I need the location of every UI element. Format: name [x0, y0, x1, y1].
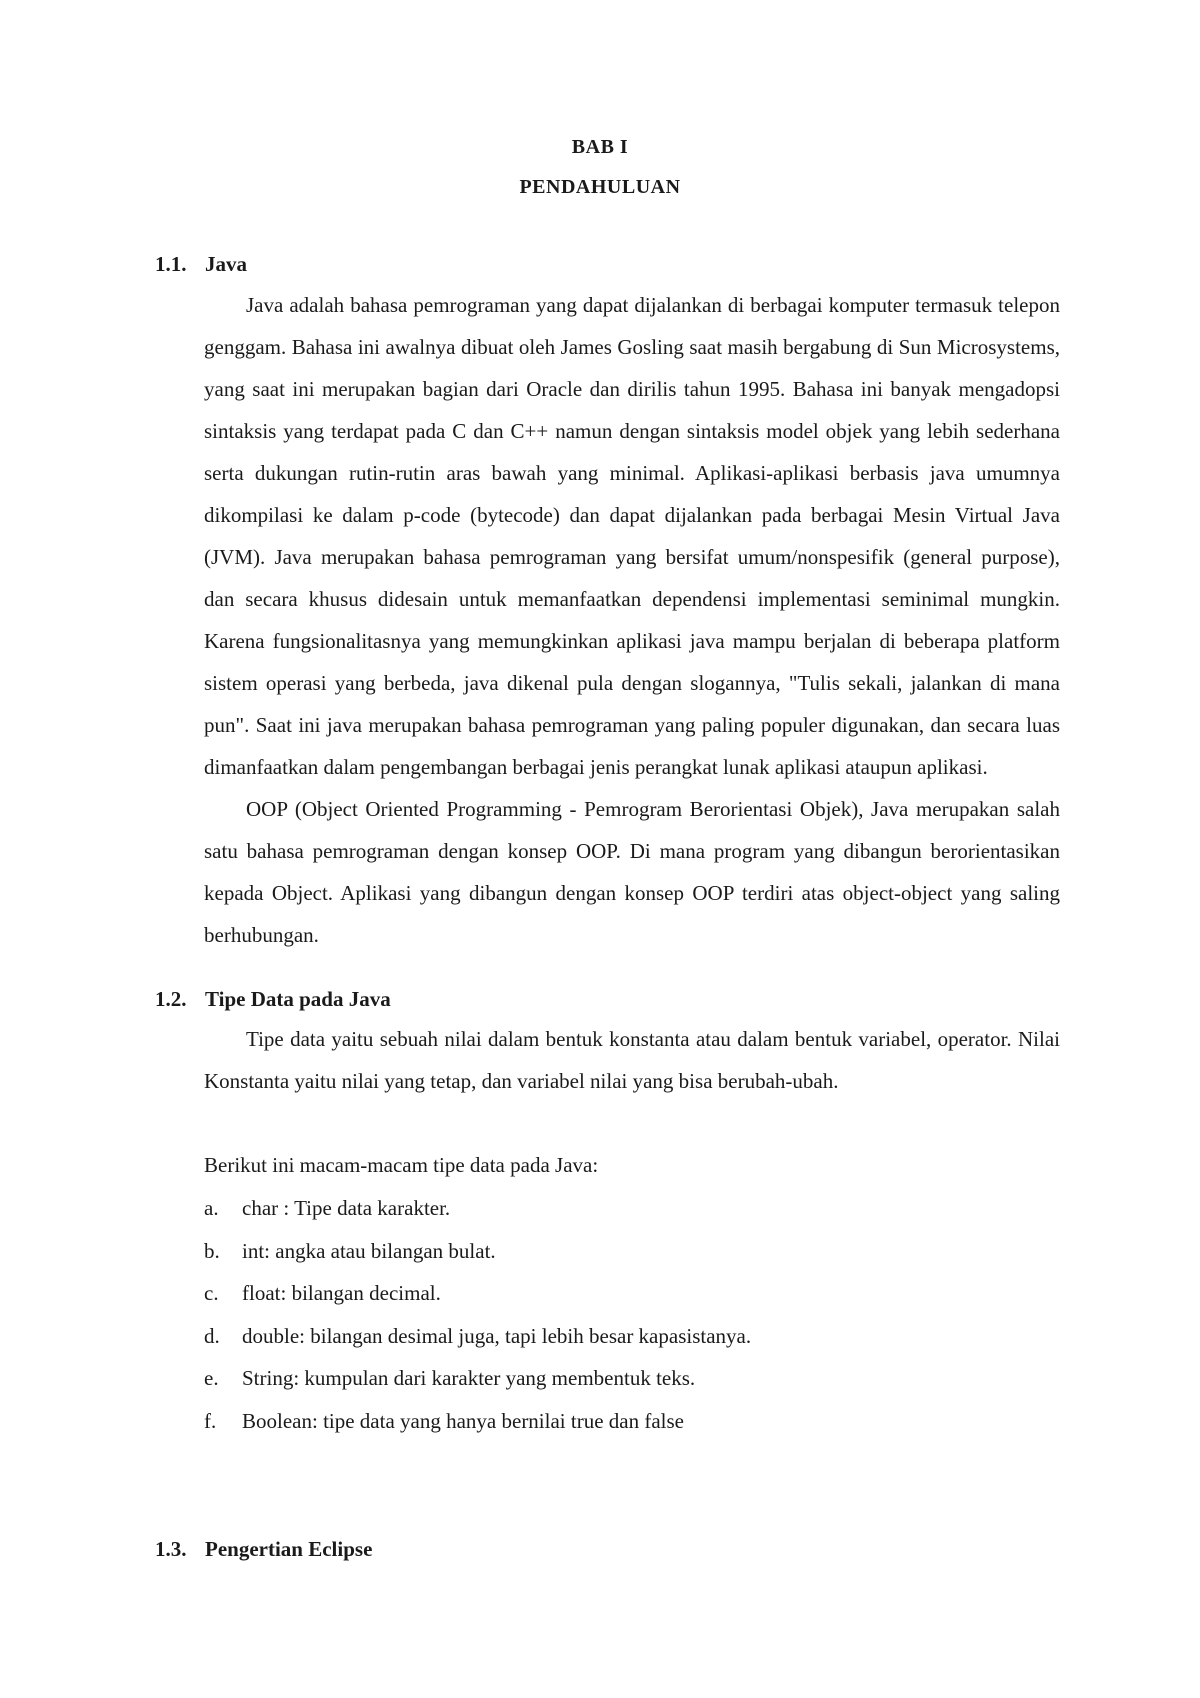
list-marker: e. — [204, 1366, 219, 1390]
chapter-label: BAB I — [571, 136, 629, 158]
section-body-1-2 — [204, 1018, 1060, 1102]
section-heading-1-2 — [155, 984, 391, 1014]
list-marker: c. — [204, 1281, 219, 1305]
section-title: Pengertian Eclipse — [205, 1537, 373, 1561]
section-title: Java — [205, 252, 247, 276]
list-text: int: angka atau bilangan bulat. — [242, 1238, 496, 1263]
list-marker: a. — [204, 1196, 219, 1220]
section-number: 1.2. — [155, 987, 187, 1011]
list-text: String: kumpulan dari karakter yang membentuk teks. — [242, 1366, 696, 1390]
list-item — [204, 1315, 751, 1358]
list-text: float: bilangan decimal. — [242, 1281, 441, 1305]
list-item — [204, 1187, 751, 1230]
list-text: double: bilangan desimal juga, tapi lebih besar kapasistanya. — [242, 1323, 752, 1348]
section-title: Tipe Data pada Java — [205, 987, 391, 1011]
list-item — [204, 1357, 751, 1400]
paragraph: Java adalah bahasa pemrograman yang dapat dijalankan di berbagai komputer termasuk telepon genggam. Bahasa ini awalnya dibuat oleh James Gosling saat masih bergabung di Sun Microsystems, yang saat ini merupakan bagian dari Oracle dan dirilis tahun 1995. Bahasa ini banyak mengadopsi sintaksis yang terdapat pada C dan C++ namun dengan sintaksis model objek yang lebih sederhana serta dukungan rutin-rutin aras bawah yang minimal. Aplikasi-aplikasi berbasis java umumnya dikompilasi ke dalam p-code (bytecode) dan dapat dijalankan pada berbagai Mesin Virtual Java (JVM). Java merupakan bahasa pemrograman yang bersifat umum/nonspesifik (general purpose), dan secara khusus didesain untuk memanfaatkan dependensi implementasi seminimal mungkin. Karena fungsionalitasnya yang memungkinkan aplikasi java mampu berjalan di beberapa platform sistem operasi yang berbeda, java dikenal pula dengan slogannya, "Tulis sekali, jalankan di mana pun". Saat ini java merupakan bahasa pemrograman yang paling populer digunakan, dan secara luas dimanfaatkan dalam pengembangan berbagai jenis perangkat lunak aplikasi ataupun aplikasi. — [204, 293, 1060, 779]
list-marker: b. — [204, 1238, 220, 1263]
section-heading-1-3 — [155, 1534, 372, 1564]
paragraph: Tipe data yaitu sebuah nilai dalam bentuk konstanta atau dalam bentuk variabel, operator. Nilai Konstanta yaitu nilai yang tetap, dan variabel nilai yang bisa berubah-ubah. — [204, 1027, 1060, 1093]
list-item — [204, 1400, 751, 1443]
data-type-list — [204, 1187, 751, 1442]
list-text: char : Tipe data karakter. — [242, 1196, 451, 1220]
section-body-1-1 — [204, 284, 1060, 956]
section-number: 1.1. — [155, 252, 187, 276]
section-number: 1.3. — [155, 1537, 187, 1561]
section-heading-1-1 — [155, 249, 247, 279]
list-intro: Berikut ini macam-macam tipe data pada Java: — [204, 1153, 599, 1177]
list-item — [204, 1272, 751, 1315]
chapter-title: PENDAHULUAN — [519, 176, 681, 198]
list-marker: f. — [204, 1408, 217, 1433]
list-marker: d. — [204, 1323, 220, 1348]
list-text: Boolean: tipe data yang hanya bernilai true dan false — [242, 1408, 684, 1433]
list-item — [204, 1230, 751, 1273]
paragraph: OOP (Object Oriented Programming - Pemrogram Berorientasi Objek), Java merupakan salah satu bahasa pemrograman dengan konsep OOP. Di mana program yang dibangun berorientasikan kepada Object. Aplikasi yang dibangun dengan konsep OOP terdiri atas object-object yang saling berhubungan. — [204, 797, 1060, 947]
